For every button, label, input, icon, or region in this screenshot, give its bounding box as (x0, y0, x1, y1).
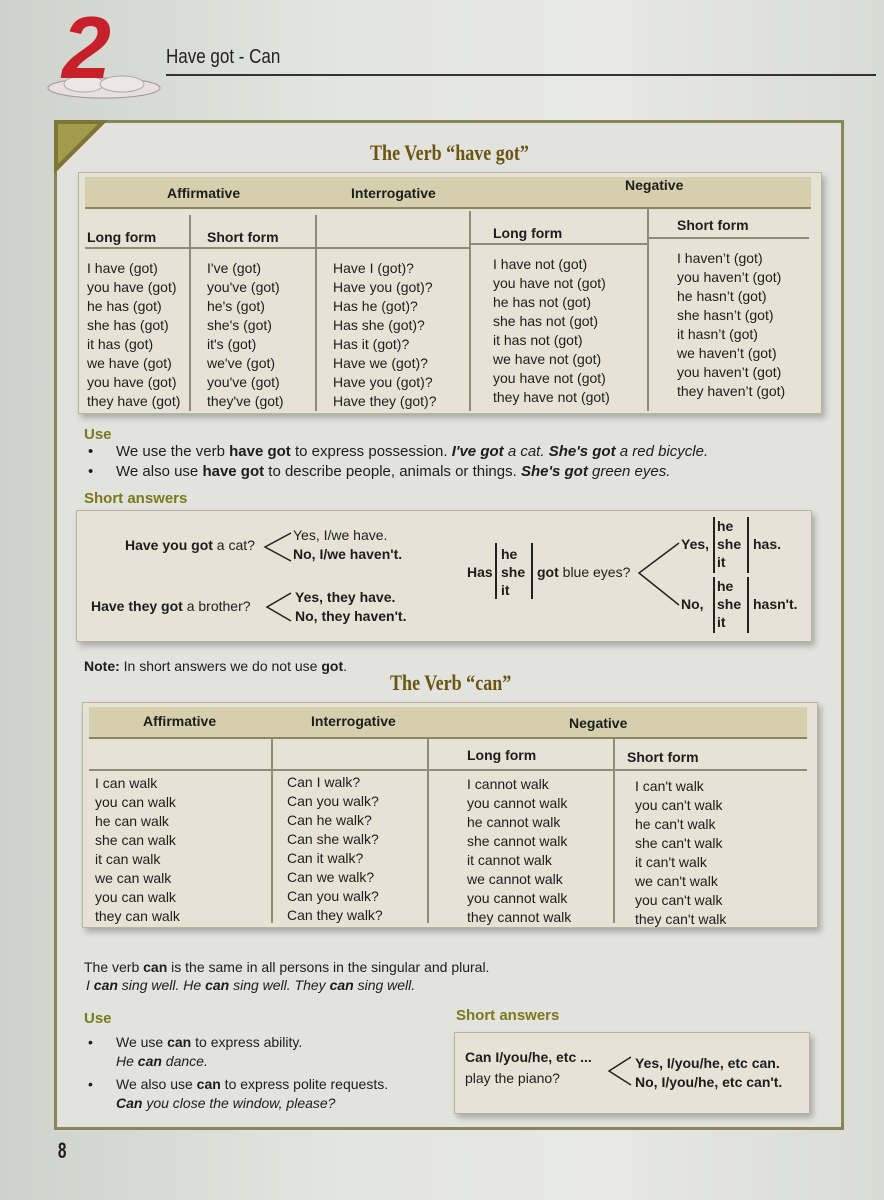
aff-short-column: I've (got) you've (got) he's (got) she's (got) it's (got) we've (got) you've (got) they've (got) (207, 260, 284, 409)
interrogative-column: Have I (got)? Have you (got)? Has he (got)? Has she (got)? Has it (got)? Have we (got)? Have you (got)? Have they (got)? (333, 260, 437, 409)
can-sa-question-1: Can I/you/he, etc ... (465, 1049, 592, 1065)
sa-answer-no-2: No, they haven't. (295, 608, 407, 624)
can-neg-short-column: I can't walk you can't walk he can't walk she can't walk it can't walk we can't walk you can't walk they can't walk (635, 778, 727, 927)
can-use-1-example: He can dance. (116, 1053, 208, 1069)
sa-question-3: got blue eyes? (537, 564, 631, 580)
sa-pronouns-yes: he she it (717, 518, 742, 570)
can-same-2: I can sing well. He can sing well. They can sing well. (86, 977, 416, 993)
have-got-short-answers-label: Short answers (84, 490, 188, 507)
can-use-2: • We also use can to express polite requests. (88, 1076, 389, 1092)
can-aff-column: I can walk you can walk he can walk she can walk it can walk we can walk you can walk they can walk (95, 775, 180, 924)
sa-has: Has (467, 564, 493, 580)
can-use-1: • We use can to express ability. (88, 1034, 303, 1050)
neg-long-form-header: Long form (493, 225, 563, 241)
have-got-short-answers-box (76, 510, 812, 642)
can-interrog-column: Can I walk? Can you walk? Can he walk? Can she walk? Can it walk? Can we walk? Can you walk? Can they walk? (287, 774, 383, 923)
neg-short-column: I haven’t (got) you haven’t (got) he hasn’t (got) she hasn’t (got) it hasn’t (got) we haven’t (got) you haven’t (got) they haven’t (got) (677, 250, 786, 399)
corner-ornament (54, 120, 110, 176)
unit-number: 2 (62, 0, 111, 97)
can-sa-yes: Yes, I/you/he, etc can. (635, 1055, 780, 1071)
branch-icon (265, 589, 293, 625)
neg-long-column: I have not (got) you have not (got) he has not (got) she has not (got) it has not (got) we have not (got) you have not (got) they have not (got) (493, 256, 610, 405)
can-affirmative-header: Affirmative (143, 713, 217, 729)
divider (747, 577, 749, 633)
divider (531, 543, 533, 599)
long-form-header: Long form (87, 229, 157, 245)
sa-hasnt-answer: hasn't. (753, 596, 798, 612)
have-got-title: The Verb “have got” (370, 140, 529, 165)
divider (495, 543, 497, 599)
can-neg-short-header: Short form (627, 749, 699, 765)
aff-long-column: I have (got) you have (got) he has (got) she has (got) it has (got) we have (got) you have (got) they have (got) (87, 260, 181, 409)
can-sa-no: No, I/you/he, etc can't. (635, 1074, 783, 1090)
sa-yes-3: Yes, (681, 536, 710, 552)
affirmative-header: Affirmative (167, 185, 241, 201)
sa-no-3: No, (681, 596, 704, 612)
have-got-use-1: • We use the verb have got to express possession. I've got a cat. She's got a red bicycle. (88, 443, 709, 460)
unit-title: Have got - Can (166, 46, 281, 68)
have-got-use-2: • We also use have got to describe people, animals or things. She's got green eyes. (88, 463, 671, 480)
can-same-1: The verb can is the same in all persons in the singular and plural. (84, 959, 490, 975)
divider (427, 739, 429, 923)
divider (649, 237, 809, 239)
sa-answer-yes-2: Yes, they have. (295, 589, 396, 605)
neg-short-form-header: Short form (677, 217, 749, 233)
can-neg-long-column: I cannot walk you cannot walk he cannot walk she cannot walk it cannot walk we cannot walk you cannot walk they cannot walk (467, 776, 572, 925)
divider (713, 577, 715, 633)
divider (89, 769, 807, 771)
can-use-label: Use (84, 1010, 112, 1027)
sa-answer-yes-1: Yes, I/we have. (293, 527, 388, 543)
divider (315, 215, 317, 411)
can-short-answers-label: Short answers (456, 1007, 560, 1024)
divider (469, 211, 471, 411)
have-got-use-label: Use (84, 426, 112, 443)
divider (271, 739, 273, 923)
sa-pronouns-no: he she it (717, 578, 742, 630)
can-neg-long-header: Long form (467, 747, 537, 763)
divider (747, 517, 749, 573)
divider (613, 739, 615, 923)
sa-pronouns: he she it (501, 546, 526, 598)
sa-answer-no-1: No, I/we haven't. (293, 546, 403, 562)
can-title: The Verb “can” (390, 670, 512, 695)
can-short-answers-box (454, 1032, 810, 1114)
page-number: 8 (57, 1138, 67, 1163)
divider (471, 243, 647, 245)
can-negative-header: Negative (569, 715, 628, 731)
header-rule (166, 74, 876, 76)
can-sa-question-2: play the piano? (465, 1070, 560, 1086)
sa-has-answer: has. (753, 536, 782, 552)
can-interrogative-header: Interrogative (311, 713, 396, 729)
branch-icon (637, 539, 681, 609)
divider (85, 247, 469, 249)
negative-header: Negative (625, 177, 684, 193)
sa-question-2: Have they got a brother? (91, 598, 251, 614)
can-table (82, 702, 818, 928)
note: Note: In short answers we do not use got. (84, 658, 347, 674)
interrogative-header: Interrogative (351, 185, 436, 201)
divider (713, 517, 715, 573)
can-use-2-example: Can you close the window, please? (116, 1095, 336, 1111)
branch-icon (607, 1053, 633, 1089)
sa-question-1: Have you got a cat? (125, 537, 255, 553)
have-got-table (78, 172, 822, 414)
divider (189, 215, 191, 411)
branch-icon (263, 529, 293, 565)
short-form-header: Short form (207, 229, 279, 245)
